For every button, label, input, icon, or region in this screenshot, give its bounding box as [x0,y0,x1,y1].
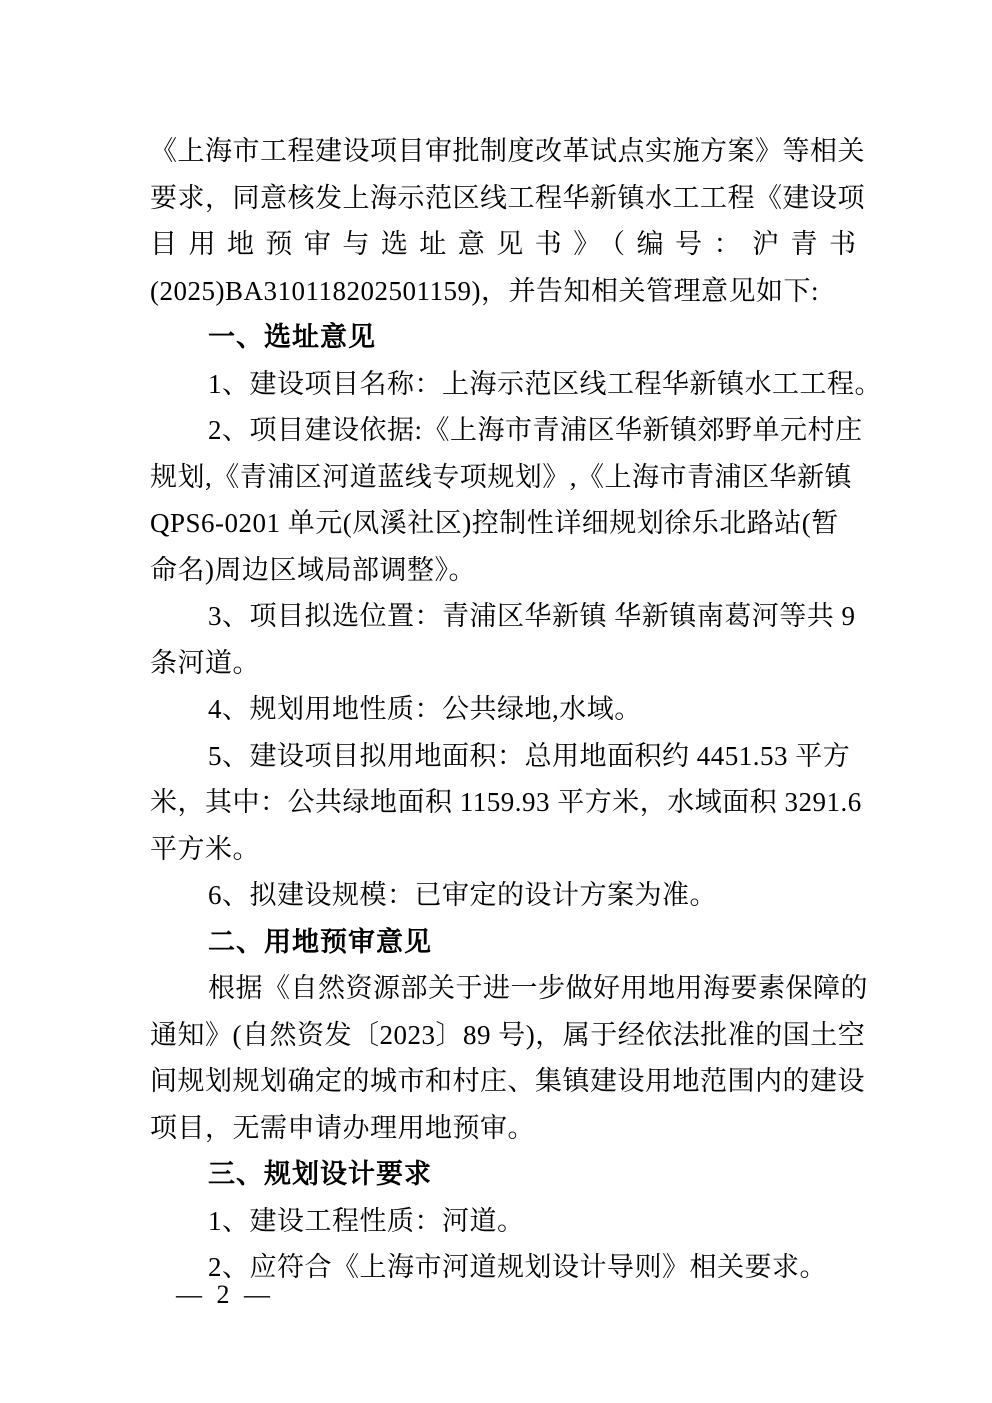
paragraph-line: 1、建设项目名称：上海示范区线工程华新镇水工工程。 [208,368,883,399]
paragraph-line: 《上海市工程建设项目审批制度改革试点实施方案》等相关 [150,136,865,166]
paragraph-line: 命名)周边区域局部调整》。 [150,554,476,585]
section-heading-site-selection: 一、选址意见 [208,322,377,352]
paragraph-line: 6、拟建设规模：已审定的设计方案为准。 [208,880,718,910]
paragraph-line: 规划,《青浦区河道蓝线专项规划》,《上海市青浦区华新镇 [150,461,852,492]
paragraph-line: 平方米。 [150,833,260,864]
paragraph-line: 项目，无需申请办理用地预审。 [150,1112,535,1143]
paragraph-line: 2、项目建设依据:《上海市青浦区华新镇郊野单元村庄 [208,415,863,445]
paragraph-line: 根据《自然资源部关于进一步做好用地用海要素保障的 [208,973,869,1003]
paragraph-line: (2025)BA310118202501159)，并告知相关管理意见如下: [150,275,819,306]
paragraph-line: QPS6-0201 单元(凤溪社区)控制性详细规划徐乐北路站(暂 [150,508,839,538]
paragraph-line: 4、规划用地性质：公共绿地,水域。 [208,694,642,724]
paragraph-line: 5、建设项目拟用地面积：总用地面积约 4451.53 平方 [208,740,851,771]
paragraph-line: 米，其中：公共绿地面积 1159.93 平方米，水域面积 3291.6 [150,787,862,817]
paragraph-line: 目用地预审与选址意见书》（编号：沪青书 [150,229,858,259]
page-number: — 2 — [176,1280,274,1309]
paragraph-line: 要求，同意核发上海示范区线工程华新镇水工工程《建设项 [150,182,865,213]
document-body [150,128,883,1291]
paragraph-line: 通知》(自然资发〔2023〕89 号)，属于经依法批准的国土空 [150,1019,866,1050]
paragraph-line: 条河道。 [150,647,260,678]
paragraph-line: 1、建设工程性质：河道。 [208,1205,525,1236]
paragraph-line: 2、应符合《上海市河道规划设计导则》相关要求。 [208,1252,828,1282]
section-heading-land-pre-review: 二、用地预审意见 [208,926,433,957]
section-heading-planning-design: 三、规划设计要求 [208,1159,433,1189]
paragraph-line: 间规划规划确定的城市和村庄、集镇建设用地范围内的建设 [150,1066,865,1096]
paragraph-line: 3、项目拟选位置：青浦区华新镇 华新镇南葛河等共 9 [208,601,856,631]
